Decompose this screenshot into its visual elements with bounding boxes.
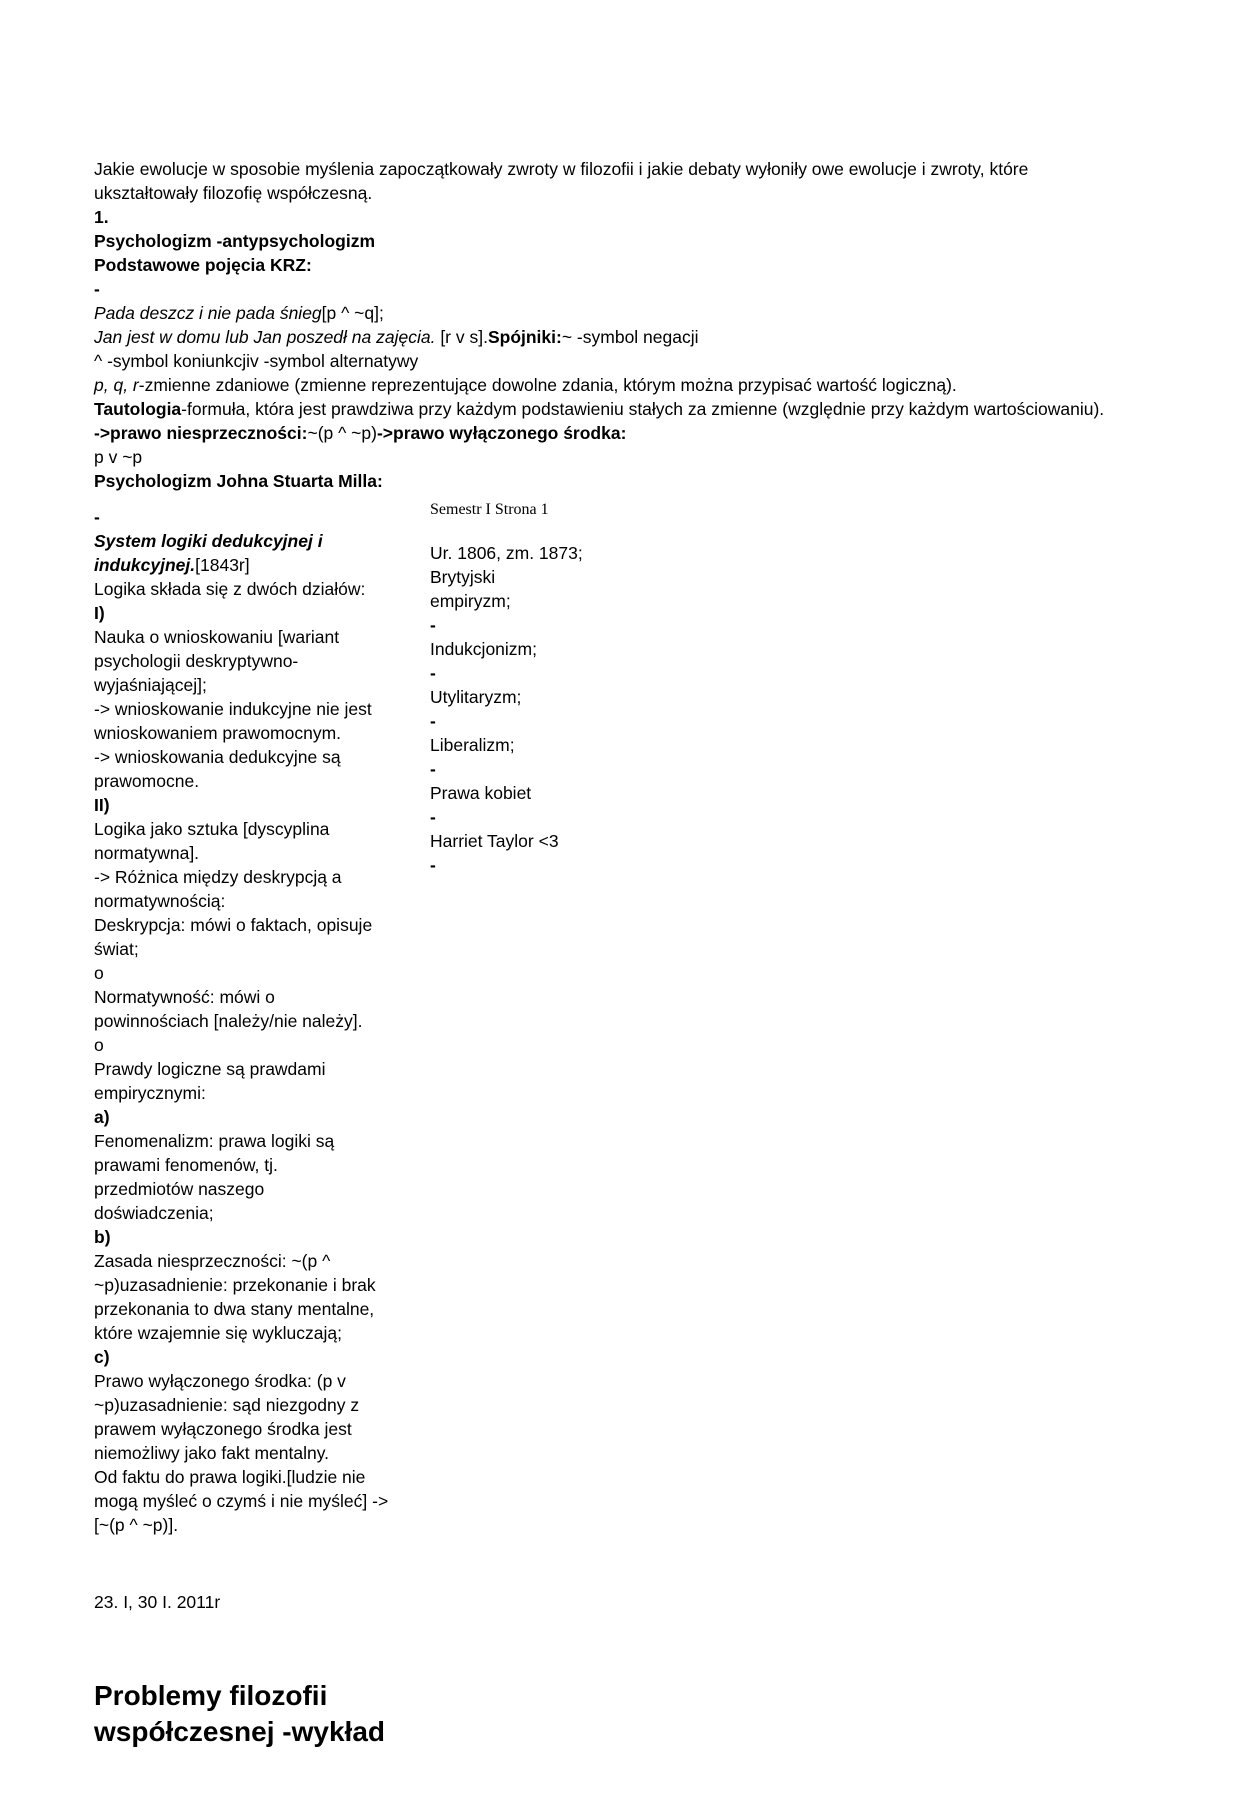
- dash-marker: -: [94, 279, 100, 299]
- text-line: Logika składa się z dwóch działów:: [94, 579, 366, 599]
- text-line: świat;: [94, 939, 139, 959]
- text-line: [~(p ^ ~p)].: [94, 1515, 179, 1535]
- text-line: empirycznymi:: [94, 1083, 206, 1103]
- tautology-line: [94, 397, 1174, 421]
- title-line: Problemy filozofii: [94, 1680, 328, 1711]
- bio-line: Ur. 1806, zm. 1873;: [430, 543, 583, 563]
- text-line: prawem wyłączonego środka jest: [94, 1419, 352, 1439]
- dash-marker: -: [94, 507, 100, 527]
- example-formula: [r v s].: [435, 327, 488, 347]
- book-title-cont: [94, 553, 414, 577]
- text-line: -> wnioskowanie indukcyjne nie jest: [94, 699, 372, 719]
- variables-definition: -zmienne zdaniowe (zmienne reprezentujące dowolne zdania, którym można przypisać wartość logiczną).: [138, 375, 957, 395]
- mill-heading: Psychologizm Johna Stuarta Milla:: [94, 471, 383, 491]
- text-line: Fenomenalizm: prawa logiki są: [94, 1131, 335, 1151]
- text-line: Deskrypcja: mówi o faktach, opisuje: [94, 915, 373, 935]
- bio-line: Indukcjonizm;: [430, 639, 537, 659]
- example-italic: Jan jest w domu lub Jan poszedł na zajęcia.: [94, 327, 436, 347]
- dash-marker: -: [430, 855, 436, 875]
- law-noncontradiction-label: ->prawo niesprzeczności:: [94, 423, 308, 443]
- text-line: Normatywność: mówi o: [94, 987, 275, 1007]
- text-line: przekonania to dwa stany mentalne,: [94, 1299, 375, 1319]
- book-title-italic: indukcyjnej.: [94, 555, 196, 575]
- letter-marker: c): [94, 1347, 110, 1367]
- question-line: ukształtowały filozofię współczesną.: [94, 183, 373, 203]
- tautology-term: Tautologia: [94, 399, 182, 419]
- dash-marker: -: [430, 663, 436, 683]
- text-line: prawami fenomenów, tj.: [94, 1155, 278, 1175]
- text-line: normatywnością:: [94, 891, 226, 911]
- bullet-marker: o: [94, 963, 104, 983]
- text-line: wyjaśniającej];: [94, 675, 207, 695]
- text-line: przedmiotów naszego: [94, 1179, 265, 1199]
- page-header: Semestr I Strona 1: [430, 501, 549, 518]
- bio-line: Brytyjski: [430, 567, 496, 587]
- bio-line: Harriet Taylor <3: [430, 831, 559, 851]
- bio-line: Liberalizm;: [430, 735, 515, 755]
- bio-line: Prawa kobiet: [430, 783, 532, 803]
- text-line: doświadczenia;: [94, 1203, 214, 1223]
- variables-italic: p, q, r: [94, 375, 139, 395]
- section-subheading: Podstawowe pojęcia KRZ:: [94, 255, 312, 275]
- example-italic: Pada deszcz i nie pada śnieg: [94, 303, 322, 323]
- text-line: Nauka o wnioskowaniu [wariant: [94, 627, 340, 647]
- conjunction-line: ^ -symbol koniunkcjiv -symbol alternatywy: [94, 351, 419, 371]
- left-column: [94, 505, 414, 1537]
- section-heading: Psychologizm -antypsychologizm: [94, 231, 376, 251]
- letter-marker: b): [94, 1227, 111, 1247]
- dash-marker: -: [430, 759, 436, 779]
- right-column: [430, 541, 690, 877]
- text-line: które wzajemnie się wykluczają;: [94, 1323, 343, 1343]
- bio-line: empiryzm;: [430, 591, 511, 611]
- text-line: prawomocne.: [94, 771, 200, 791]
- law-formula: ~(p ^ ~p): [307, 423, 377, 443]
- title-line: współczesnej -wykład: [94, 1716, 385, 1747]
- intro-section: [94, 157, 1174, 493]
- example-sentence-2: [94, 325, 1174, 349]
- text-line: -> Różnica między deskrypcją a: [94, 867, 342, 887]
- example-formula: [p ^ ~q];: [321, 303, 384, 323]
- text-line: Prawdy logiczne są prawdami: [94, 1059, 326, 1079]
- variables-line: [94, 373, 1174, 397]
- text-line: mogą myśleć o czymś i nie myśleć] ->: [94, 1491, 389, 1511]
- text-line: niemożliwy jako fakt mentalny.: [94, 1443, 330, 1463]
- question-line: Jakie ewolucje w sposobie myślenia zapoczątkowały zwroty w filozofii i jakie debaty wyłoniły owe ewolucje i zwroty, które: [94, 159, 1029, 179]
- date-line: 23. I, 30 I. 2011r: [94, 1592, 221, 1612]
- law-excluded-middle-label: ->prawo wyłączonego środka:: [376, 423, 627, 443]
- bio-line: Utylitaryzm;: [430, 687, 522, 707]
- dash-marker: -: [430, 807, 436, 827]
- text-line: psychologii deskryptywno-: [94, 651, 299, 671]
- text-line: Zasada niesprzeczności: ~(p ^: [94, 1251, 331, 1271]
- bullet-marker: o: [94, 1035, 104, 1055]
- dash-marker: -: [430, 711, 436, 731]
- text-line: normatywna].: [94, 843, 200, 863]
- letter-marker: a): [94, 1107, 110, 1127]
- roman-marker: II): [94, 795, 110, 815]
- text-line: ~p)uzasadnienie: sąd niezgodny z: [94, 1395, 360, 1415]
- roman-marker: I): [94, 603, 105, 623]
- text-line: ~p)uzasadnienie: przekonanie i brak: [94, 1275, 376, 1295]
- dash-marker: -: [430, 615, 436, 635]
- text-line: Logika jako sztuka [dyscyplina: [94, 819, 330, 839]
- laws-line: [94, 421, 1174, 445]
- negation-symbol-text: ~ -symbol negacji: [561, 327, 699, 347]
- section-number: 1.: [94, 207, 109, 227]
- text-line: powinnościach [należy/nie należy].: [94, 1011, 363, 1031]
- text-line: wnioskowaniem prawomocnym.: [94, 723, 342, 743]
- example-sentence-1: [94, 301, 1174, 325]
- text-line: Prawo wyłączonego środka: (p v: [94, 1371, 346, 1391]
- excluded-middle-formula: p v ~p: [94, 447, 143, 467]
- tautology-definition: -formuła, która jest prawdziwa przy każdym podstawieniu stałych za zmienne (względnie przy każdym wartościowaniu).: [181, 399, 1105, 419]
- connectives-label: Spójniki:: [487, 327, 562, 347]
- book-year: [1843r]: [195, 555, 250, 575]
- book-title: System logiki dedukcyjnej i: [94, 531, 323, 551]
- document-title: [94, 1678, 385, 1750]
- text-line: -> wnioskowania dedukcyjne są: [94, 747, 341, 767]
- text-line: Od faktu do prawa logiki.[ludzie nie: [94, 1467, 366, 1487]
